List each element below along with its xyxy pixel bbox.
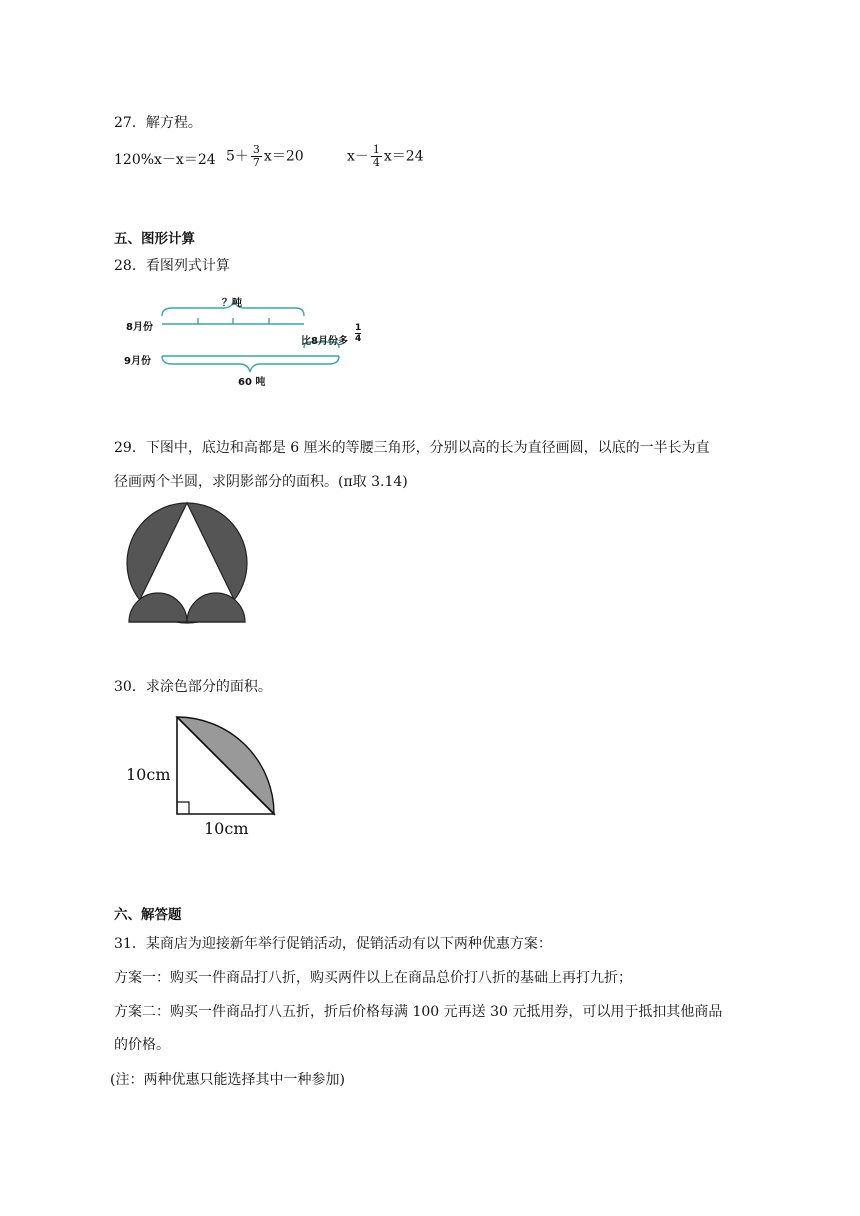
september-label: 9月份 [124, 356, 151, 367]
september-bottom-brace [162, 356, 339, 372]
equation-2-suffix: x＝20 [263, 148, 304, 165]
question-29-line-2: 径画两个半圆，求阴影部分的面积。(π取 3.14) [114, 474, 408, 490]
fraction-numerator: 3 [252, 143, 260, 156]
base-length-label: 10cm [204, 819, 249, 838]
fraction-denominator: 4 [355, 334, 362, 344]
question-31-line-1: 31．某商店为迎接新年举行促销活动，促销活动有以下两种优惠方案： [114, 936, 552, 952]
section-5-title: 五、图形计算 [114, 231, 195, 247]
equation-3 [347, 144, 424, 169]
equation-1: 120%x－x＝24 [114, 152, 216, 168]
more-than-august-label: 比8月份多 [301, 336, 348, 347]
unknown-tons-label: ？吨 [222, 298, 242, 309]
question-30-title: 30．求涂色部分的面积。 [114, 679, 272, 695]
equation-2 [226, 144, 304, 169]
quarter-circle-figure [170, 714, 280, 820]
fraction-numerator: 1 [372, 143, 380, 156]
equation-3-fraction [371, 144, 382, 169]
section-6-title: 六、解答题 [114, 907, 182, 923]
equation-2-prefix: 5＋ [226, 148, 249, 165]
one-quarter-fraction [355, 323, 361, 344]
equation-3-prefix: x－ [347, 148, 369, 165]
fraction-numerator: 1 [355, 323, 362, 333]
side-length-label: 10cm [126, 765, 171, 784]
fraction-denominator: 4 [372, 156, 380, 169]
question-31-note: (注：两种优惠只能选择其中一种参加) [110, 1072, 345, 1088]
equation-2-fraction [251, 144, 262, 169]
august-label: 8月份 [126, 322, 153, 333]
question-29-line-1: 29．下图中，底边和高都是 6 厘米的等腰三角形，分别以高的长为直径画圆，以底的一半长为直 [114, 440, 710, 456]
fraction-denominator: 7 [252, 156, 260, 169]
question-31-line-3: 方案二：购买一件商品打八五折，折后价格每满 100 元再送 30 元抵用券，可以用于抵扣其他商品 [114, 1004, 723, 1020]
question-31-line-4: 的价格。 [114, 1037, 170, 1053]
question-27-title: 27．解方程。 [114, 115, 202, 131]
right-angle-mark [177, 802, 189, 814]
total-tons-label: 60 吨 [238, 377, 266, 388]
question-31-line-2: 方案一：购买一件商品打八折，购买两件以上在商品总价打八折的基础上再打九折； [114, 970, 632, 986]
triangle-circle-figure [124, 500, 254, 628]
question-28-title: 28．看图列式计算 [114, 258, 230, 274]
equation-3-suffix: x＝24 [383, 148, 424, 165]
